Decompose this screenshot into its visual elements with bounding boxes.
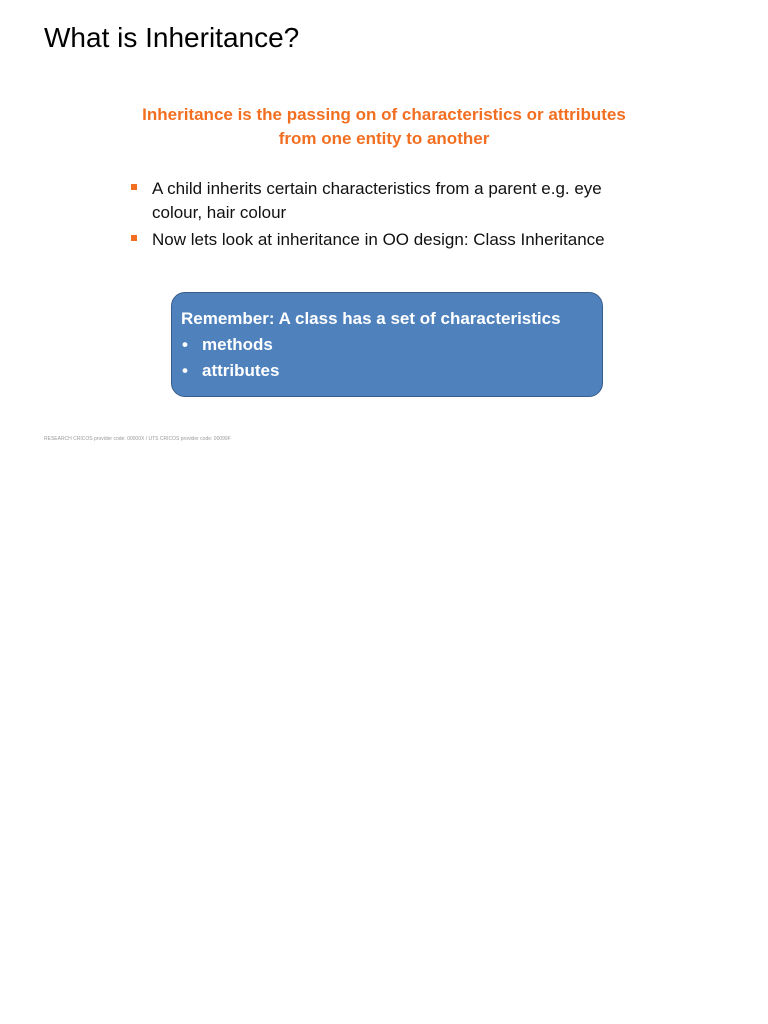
definition-text bbox=[130, 103, 638, 151]
callout-item-text: methods bbox=[202, 335, 273, 354]
dot-bullet-icon: • bbox=[182, 335, 188, 354]
bullet-list bbox=[130, 177, 635, 255]
callout-list bbox=[181, 332, 593, 384]
callout-item bbox=[181, 358, 593, 384]
callout-item bbox=[181, 332, 593, 358]
square-bullet-icon bbox=[131, 184, 137, 190]
bullet-item bbox=[130, 228, 635, 252]
square-bullet-icon bbox=[131, 235, 137, 241]
definition-line-1: Inheritance is the passing on of characteristics or attributes bbox=[142, 105, 626, 124]
bullet-text: A child inherits certain characteristics from a parent e.g. eye colour, hair colour bbox=[152, 179, 602, 222]
slide-title: What is Inheritance? bbox=[44, 22, 300, 53]
bullet-item bbox=[130, 177, 635, 225]
footer-provider-codes: RESEARCH CRICOS provider code: 00000X / UTS CRICOS provider code: 00099F bbox=[44, 436, 231, 442]
definition-line-2: from one entity to another bbox=[278, 129, 490, 148]
bullet-text: Now lets look at inheritance in OO design: Class Inheritance bbox=[152, 230, 605, 249]
callout-item-text: attributes bbox=[202, 361, 280, 380]
dot-bullet-icon: • bbox=[182, 361, 188, 380]
callout-box bbox=[171, 292, 603, 397]
callout-heading: Remember: A class has a set of characteristics bbox=[181, 309, 561, 328]
